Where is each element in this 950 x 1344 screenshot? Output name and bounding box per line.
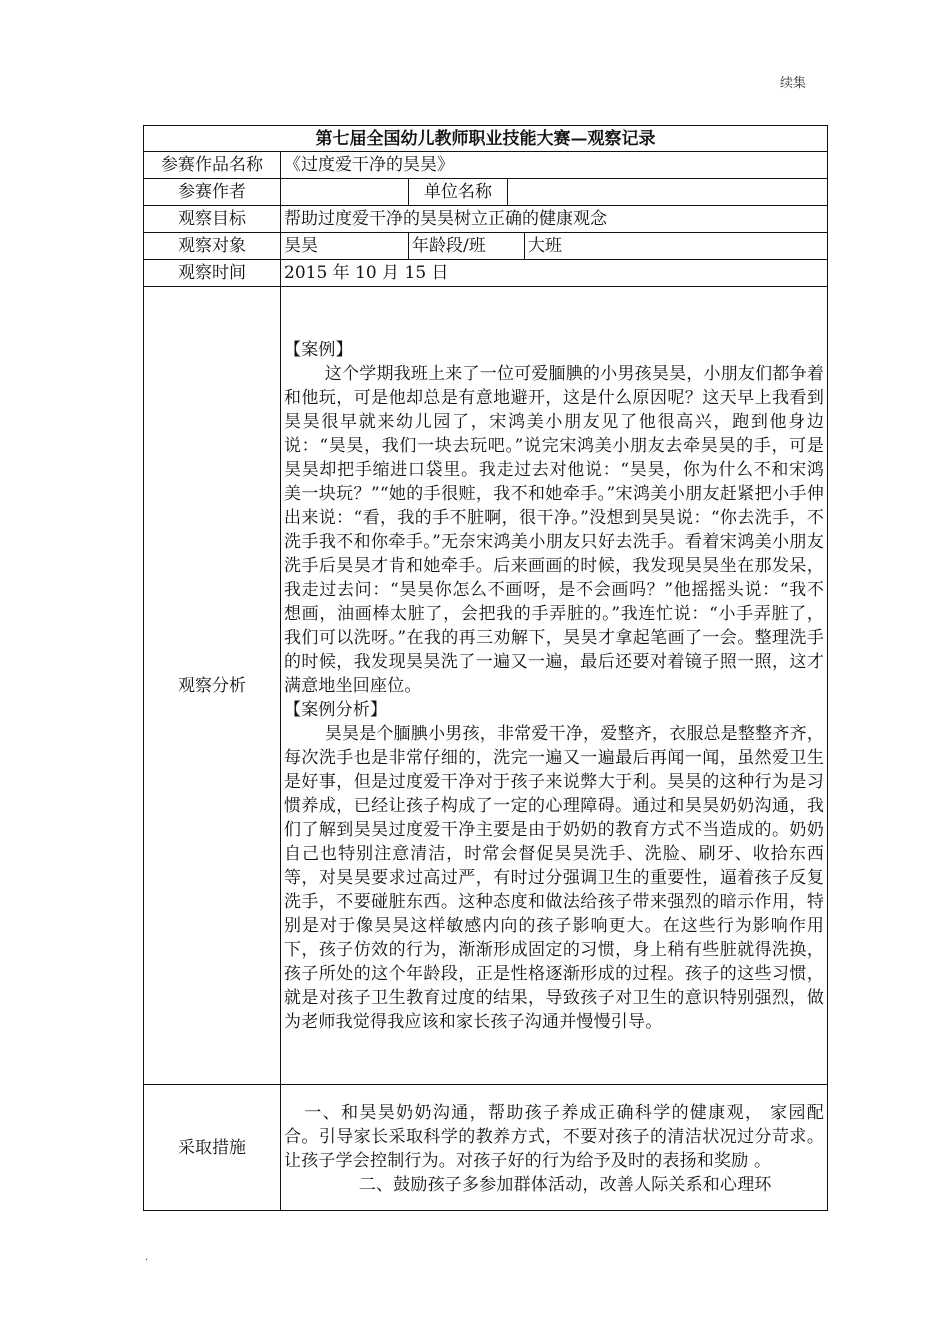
work-name-label: 参赛作品名称 [144, 152, 281, 179]
time-row [144, 260, 828, 287]
observation-record-table [143, 125, 828, 1211]
author-row [144, 179, 828, 206]
case-heading: 【案例】 [284, 339, 353, 360]
analysis-row [144, 287, 828, 1085]
subject-row [144, 233, 828, 260]
work-name-row [144, 152, 828, 179]
time-label: 观察时间 [144, 260, 281, 287]
measures-label: 采取措施 [144, 1085, 281, 1211]
goal-row [144, 206, 828, 233]
analysis-label: 观察分析 [144, 287, 281, 1085]
subject-label: 观察对象 [144, 233, 281, 260]
age-value: 大班 [525, 233, 828, 260]
time-value: 2015 年 10 月 15 日 [281, 260, 828, 287]
record-title: 第七届全国幼儿教师职业技能大赛—观察记录 [144, 126, 828, 152]
work-name-value: 《过度爱干净的昊昊》 [281, 152, 828, 179]
goal-value: 帮助过度爱干净的昊昊树立正确的健康观念 [281, 206, 828, 233]
author-value [281, 179, 409, 206]
measures-content [281, 1085, 828, 1211]
case-analysis-paragraph: 昊昊是个腼腆小男孩，非常爱干净，爱整齐，衣服总是整整齐齐，每次洗手也是非常仔细的，洗完一遍又一遍最后再闻一闻，虽然爱卫生是好事，但是过度爱干净对于孩子来说弊大于利。昊昊的这种行为是习惯养成，已经让孩子构成了一定的心理障碍。通过和昊昊奶奶沟通，我们了解到昊昊过度爱干净主要是由于奶奶的教育方式不当造成的。奶奶自己也特别注意清洁，时常会督促昊昊洗手、洗脸、刷牙、收拾东西等，对昊昊要求过高过严，有时过分强调卫生的重要性，逼着孩子反复洗手，不要碰脏东西。这种态度和做法给孩子带来强烈的暗示作用，特别是对于像昊昊这样敏感内向的孩子影响更大。在这些行为影响作用下，孩子仿效的行为，渐渐形成固定的习惯，身上稍有些脏就得洗换，孩子所处的这个年龄段，正是性格逐渐形成的过程。孩子的这些习惯，就是对孩子卫生教育过度的结果，导致孩子对卫生的意识特别强烈，做为老师我觉得我应该和家长孩子沟通并慢慢引导。 [284, 723, 825, 1032]
subject-value: 昊昊 [281, 233, 409, 260]
title-row [144, 126, 828, 152]
case-paragraph: 这个学期我班上来了一位可爱腼腆的小男孩昊昊，小朋友们都争着和他玩，可是他却总是有意地避开，这是什么原因呢？这天早上我看到昊昊很早就来幼儿园了，宋鸿美小朋友见了他很高兴，跑到他身边说：“昊昊，我们一块去玩吧。”说完宋鸿美小朋友去牵昊昊的手，可是昊昊却把手缩进口袋里。我走过去对他说：“昊昊，你为什么不和宋鸿美一块玩？”“她的手很赃，我不和她牵手。”宋鸿美小朋友赶紧把小手伸出来说：“看，我的手不脏啊，很干净。”没想到昊昊说：“你去洗手，不洗手我不和你牵手。”无奈宋鸿美小朋友只好去洗手。看着宋鸿美小朋友洗手后昊昊才肯和她牵手。后来画画的时候，我发现昊昊坐在那发呆，我走过去问：“昊昊你怎么不画呀，是不会画吗？”他摇摇头说：“我不想画，油画棒太脏了，会把我的手弄脏的。”我连忙说：“小手弄脏了，我们可以洗呀。”在我的再三劝解下，昊昊才拿起笔画了一会。整理洗手的时候，我发现昊昊洗了一遍又一遍，最后还要对着镜子照一照，这才满意地坐回座位。 [284, 363, 825, 696]
footer-mark: . [145, 1252, 149, 1263]
measures-paragraph-2: 二、鼓励孩子多参加群体活动，改善人际关系和心理环 [358, 1174, 772, 1195]
header-note: 续集 [780, 76, 807, 91]
case-analysis-heading: 【案例分析】 [284, 699, 388, 720]
measures-row [144, 1085, 828, 1211]
age-label: 年龄段/班 [409, 233, 525, 260]
goal-label: 观察目标 [144, 206, 281, 233]
unit-label: 单位名称 [409, 179, 508, 206]
author-label: 参赛作者 [144, 179, 281, 206]
analysis-content [281, 287, 828, 1085]
measures-paragraph-1: 一、和昊昊奶奶沟通，帮助孩子养成正确科学的健康观， 家园配合。引导家长采取科学的教养方式，不要对孩子的清洁状况过分苛求。让孩子学会控制行为。对孩子好的行为给予及时的表扬和奖励 。 [284, 1102, 825, 1171]
unit-value [508, 179, 828, 206]
